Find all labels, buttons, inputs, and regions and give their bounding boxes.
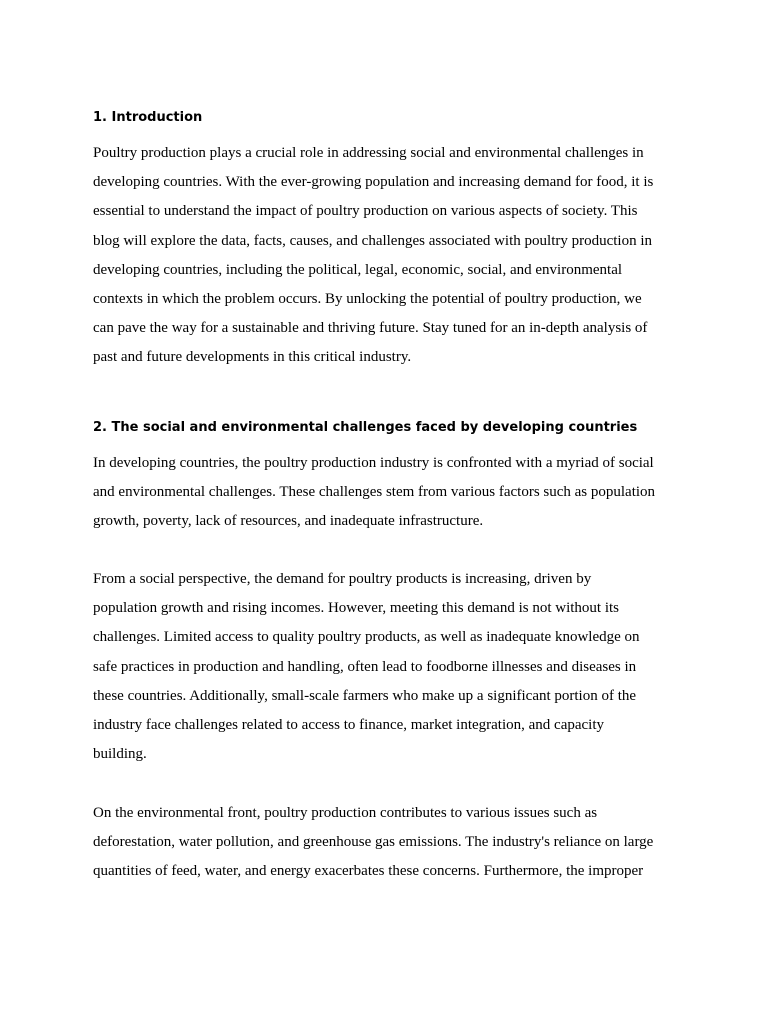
challenges-paragraph-1	[93, 449, 683, 537]
text-line: On the environmental front, poultry production contributes to various issues such as	[93, 805, 598, 821]
text-line: and environmental challenges. These challenges stem from various factors such as population	[93, 484, 656, 501]
text-line: past and future developments in this critical industry.	[93, 349, 412, 366]
text-line: these countries. Additionally, small-scale farmers who make up a significant portion of the	[93, 687, 637, 704]
section-heading-challenges: 2. The social and environmental challenges faced by developing countries	[93, 420, 638, 435]
text-line: quantities of feed, water, and energy exacerbates these concerns. Furthermore, the improper	[93, 863, 644, 880]
section-heading-introduction: 1. Introduction	[93, 110, 203, 125]
text-line: Poultry production plays a crucial role in addressing social and environmental challenges in	[93, 145, 644, 161]
text-line: safe practices in production and handling, often lead to foodborne illnesses and diseases in	[93, 658, 637, 675]
text-line: industry face challenges related to access to finance, market integration, and capacity	[93, 717, 605, 734]
text-line: In developing countries, the poultry production industry is confronted with a myriad of social	[93, 455, 654, 471]
intro-paragraph	[93, 139, 683, 373]
text-line: challenges. Limited access to quality poultry products, as well as inadequate knowledge on	[93, 629, 640, 646]
text-line: growth, poverty, lack of resources, and inadequate infrastructure.	[93, 513, 484, 530]
challenges-paragraph-2	[93, 565, 683, 769]
text-line: population growth and rising incomes. However, meeting this demand is not without its	[93, 600, 619, 617]
text-line: contexts in which the problem occurs. By unlocking the potential of poultry production, we	[93, 291, 642, 308]
text-line: building.	[93, 746, 147, 763]
text-line: can pave the way for a sustainable and thriving future. Stay tuned for an in-depth analysis of	[93, 320, 648, 337]
text-line: developing countries. With the ever-growing population and increasing demand for food, it is	[93, 174, 654, 191]
text-line: blog will explore the data, facts, causes, and challenges associated with poultry production in	[93, 232, 653, 249]
text-line: developing countries, including the political, legal, economic, social, and environmental	[93, 261, 623, 278]
challenges-paragraph-3	[93, 799, 683, 887]
text-line: From a social perspective, the demand for poultry products is increasing, driven by	[93, 571, 592, 587]
text-line: deforestation, water pollution, and greenhouse gas emissions. The industry's reliance on large	[93, 834, 654, 851]
text-line: essential to understand the impact of poultry production on various aspects of society. This	[93, 203, 638, 220]
